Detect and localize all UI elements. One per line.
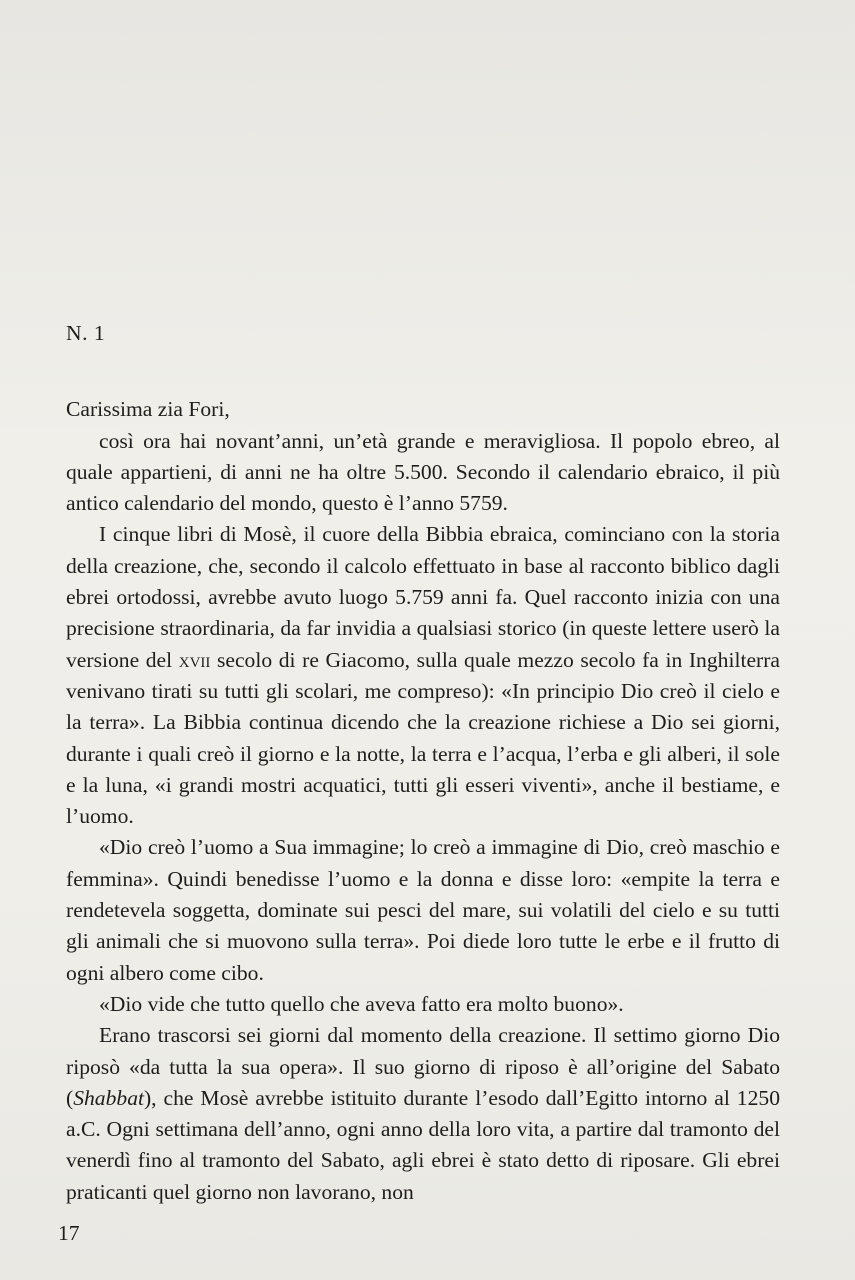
- century-small-caps: xvii: [178, 647, 211, 672]
- paragraph-5: [66, 1020, 780, 1208]
- salutation: Carissima zia Fori,: [66, 397, 230, 422]
- paragraph-5-text-a: Erano trascorsi sei giorni dal momento della creazione. Il settimo giorno Dio riposò «da tutta la sua opera». Il suo giorno di riposo è all’origine del Sabato (: [66, 1023, 780, 1110]
- page-number: 17: [58, 1221, 80, 1245]
- paragraph-2: [66, 519, 780, 832]
- paragraph-5-text-b: ), che Mosè avrebbe istituito durante l’esodo dall’Egitto intorno al 1250 a.C. Ogni settimana dell’anno, ogni anno della loro vita, a partire dal tramonto del venerdì fino al tramonto del Sabato, agli ebrei è stato detto di riposare. Gli ebrei praticanti quel giorno non lavorano, non: [66, 1085, 780, 1204]
- paragraph-2-text-b: secolo di re Giacomo, sulla quale mezzo secolo fa in Inghilterra venivano tirati su tutti gli scolari, me compreso): «In principio Dio creò il cielo e la terra». La Bibbia continua dicendo che la creazione richiese a Dio sei giorni, durante i quali creò il giorno e la notte, la terra e l’acqua, l’erba e gli alberi, il sole e la luna, «i grandi mostri acquatici, tutti gli esseri viventi», anche il bestiame, e l’uomo.: [66, 647, 780, 829]
- shabbat-italic: Shabbat: [73, 1085, 144, 1110]
- paragraph-1: così ora hai novant’anni, un’età grande e meravigliosa. Il popolo ebreo, al quale appartieni, di anni ne ha oltre 5.500. Secondo il calendario ebraico, il più antico calendario del mondo, questo è l’anno 5759.: [66, 428, 780, 516]
- paragraph-4: «Dio vide che tutto quello che aveva fatto era molto buono».: [99, 991, 624, 1016]
- letter-number-heading: N. 1: [66, 321, 106, 345]
- paragraph-2-text-a: I cinque libri di Mosè, il cuore della Bibbia ebraica, cominciano con la storia della creazione, che, secondo il calcolo effettuato in base al racconto biblico dagli ebrei ortodossi, avrebbe avuto luogo 5.759 anni fa. Quel racconto inizia con una precisione straordinaria, da far invidia a qualsiasi storico (in queste lettere userò la versione del: [66, 522, 780, 672]
- letter-body: [66, 318, 780, 1208]
- paragraph-3: «Dio creò l’uomo a Sua immagine; lo creò a immagine di Dio, creò maschio e femmina». Quindi benedisse l’uomo e la donna e disse loro: «empite la terra e rendetevela soggetta, dominate sui pesci del mare, sui volatili del cielo e su tutti gli animali che si muovono sulla terra». Poi diede loro tutte le erbe e il frutto di ogni albero come cibo.: [66, 835, 780, 985]
